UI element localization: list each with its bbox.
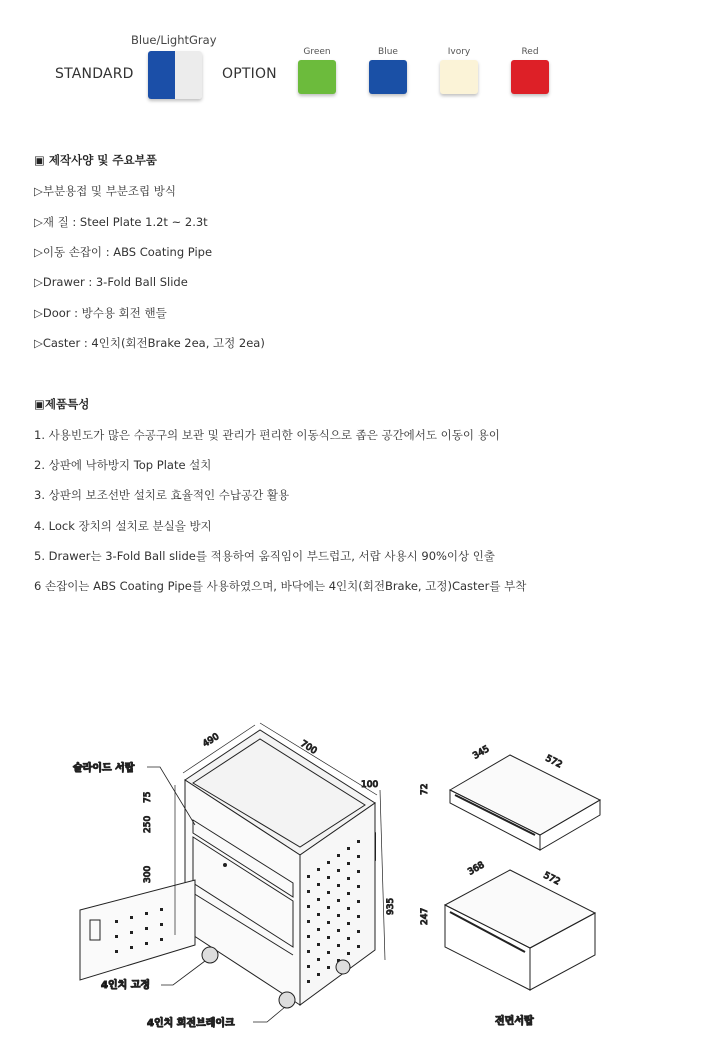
- label-fixed-caster: 4인치 고정: [101, 980, 151, 991]
- slide-drawer-illustration: [450, 755, 600, 850]
- dim-d1-depth: 345: [471, 744, 492, 762]
- feature-item: 4. Lock 장치의 설치로 분실을 방지: [34, 519, 212, 533]
- spec-item: ▷재 질 : Steel Plate 1.2t ~ 2.3t: [34, 215, 208, 229]
- option-name-blue: Blue: [378, 47, 398, 57]
- standard-blue-half: [148, 51, 175, 99]
- cart-drawing-svg: [55, 715, 675, 1055]
- dim-h300: 300: [143, 865, 153, 883]
- feature-item: 5. Drawer는 3-Fold Ball slide를 적용하여 움직임이 부드럽고, 서랍 사용시 90%이상 인출: [34, 549, 496, 563]
- standard-color-swatch: [148, 51, 202, 99]
- caster-brake-front: [279, 992, 295, 1008]
- features-heading: ▣제품특성: [34, 397, 90, 411]
- option-label: OPTION: [222, 66, 277, 82]
- dim-handle: 100: [361, 780, 379, 790]
- dim-d2-depth: 368: [466, 860, 487, 878]
- feature-item: 2. 상판에 낙하방지 Top Plate 설치: [34, 458, 212, 472]
- option-name-ivory: Ivory: [447, 47, 471, 57]
- dim-d1-width: 572: [543, 753, 564, 771]
- spec-item: ▷Door : 방수용 회전 핸들: [34, 306, 167, 320]
- label-brake-caster: 4인치 회전브레이크: [147, 1018, 235, 1029]
- dim-h75: 75: [143, 791, 153, 803]
- spec-item: ▷이동 손잡이 : ABS Coating Pipe: [34, 245, 213, 259]
- standard-label: STANDARD: [55, 66, 134, 82]
- dim-width: 700: [298, 739, 319, 757]
- standard-color-name: Blue/LightGray: [131, 33, 217, 47]
- dim-d1-height: 72: [420, 783, 430, 795]
- option-swatch-red: [511, 60, 549, 94]
- dim-d2-width: 572: [541, 870, 562, 888]
- dim-h250: 250: [143, 815, 153, 833]
- spec-item: ▷Drawer : 3-Fold Ball Slide: [34, 275, 188, 289]
- option-swatch-green: [298, 60, 336, 94]
- option-swatch-ivory: [440, 60, 478, 94]
- option-name-green: Green: [303, 47, 331, 57]
- spec-item: ▷Caster : 4인치(회전Brake 2ea, 고정 2ea): [34, 336, 265, 350]
- feature-item: 1. 사용빈도가 많은 수공구의 보관 및 관리가 편리한 이동식으로 좁은 공간에서도 이동이 용이: [34, 428, 500, 442]
- spec-item: ▷부분용접 및 부분조립 방식: [34, 184, 177, 198]
- feature-item: 3. 상판의 보조선반 설치로 효율적인 수납공간 활용: [34, 488, 290, 502]
- feature-item: 6 손잡이는 ABS Coating Pipe를 사용하였으며, 바닥에는 4인치(회전Brake, 고정)Caster를 부착: [34, 579, 527, 593]
- dim-depth: 490: [201, 731, 222, 750]
- dim-height: 935: [386, 897, 396, 915]
- label-front-drawer: 전면서랍: [495, 1016, 534, 1027]
- caster-right: [336, 960, 350, 974]
- front-drawer-illustration: [445, 870, 595, 990]
- standard-lightgray-half: [175, 51, 202, 99]
- specs-heading: ▣ 제작사양 및 주요부품: [34, 153, 157, 167]
- caster-fixed-rear: [202, 947, 218, 963]
- option-name-red: Red: [521, 47, 539, 57]
- dim-d2-height: 247: [420, 907, 430, 925]
- label-slide-drawer: 슬라이드 서랍: [73, 763, 135, 774]
- option-swatch-blue: [369, 60, 407, 94]
- technical-drawing: [55, 715, 675, 1055]
- color-options-panel: [0, 0, 709, 110]
